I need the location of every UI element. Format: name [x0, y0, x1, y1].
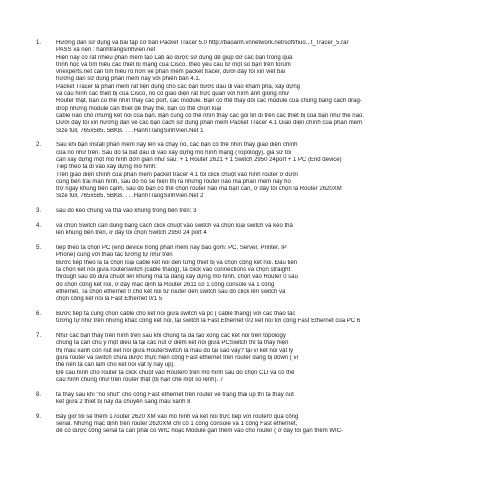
text-line: ethernet. Ta chọn ethernet 0 cho kết nối từ router đến switch sau đó click lên switch và [56, 288, 286, 295]
list-item-number: 4. [36, 223, 42, 230]
text-line: sau đó kéo chúng và thả vào khung trống bên trên: 3 [56, 208, 197, 215]
text-line: hướng dẫn sử dụng phần mềm này với phiên bản 4.1. [56, 76, 201, 83]
text-line: Bước tiếp theo là ta chọn loại cable kết nối đến từng thiết bị và chọn cổng kết nối. Đầu tiên [56, 259, 298, 266]
list-item-number: 1. [36, 40, 42, 46]
text-line: Phone) cũng với thao tác tương tự như trên [56, 252, 173, 259]
text-line: drop những module cần thiết để thay thế, bạn có thể chọn loại [56, 105, 222, 112]
text-line: thị màu xanh còn nút kết nối giữa RouterSwitch là màu đỏ tại sao vậy? tại vì kết nối vật lý [56, 347, 294, 354]
list-item [36, 208, 469, 215]
text-line: thế nên ta cần làm cho kết nối vật lý này up). [56, 362, 176, 369]
list-item-text [56, 311, 469, 326]
text-line: Size full, 765x585, 5BKB. . . .HanhTrangSinhVien.Net 2 [56, 193, 204, 200]
list-item-number: 6. [36, 311, 42, 317]
text-line: Size full, 765x585, 5BKB. . . .HanhTrangSinhVien.Net 1 [56, 127, 204, 134]
text-line: giữa router và switch chưa được thực hiện cổng Fast ethernet trên router đang bị down ( vì [56, 354, 299, 361]
text-line: Để cấu hình cho router ta click chuột vào Router0 trên mô hình sau đó chọn CLI và có thể [56, 369, 295, 376]
text-line: Bây giờ tôi sẽ thêm 1 router 2620 XM vào mô hình và kết nối trực tiếp với router0 qua cổng [56, 413, 299, 420]
text-line: cấu hình chúng như trên router thật (bị hạn chế một số lệnh). 7 [56, 376, 224, 383]
text-line: Packet Tracer là phần mềm rất tiện dụng cho các bạn bước đầu đi vào khám phá, xây dựng [56, 83, 301, 90]
list-item-text [56, 245, 469, 303]
text-line: Hiện nay có rất nhiều phần mềm tạo Lab ảo được sử dụng để giúp đỡ các bạn trong quá [56, 54, 293, 61]
text-line: kết giữa 2 thiết bị này đã chuyển sang màu xanh 8 [56, 398, 191, 405]
list-item [36, 245, 469, 303]
list-item-number: 2. [36, 142, 42, 149]
text-line: cần xây dựng một mô hình đơn giản như sau: + 1 Router 2621 + 1 Switch 2950 24port + 1 PC (End device) [56, 156, 342, 163]
text-line: Bước tiếp ta cũng chọn cable cho kết nối giữa switch và pc ( cable thẳng) với các thao tác [56, 311, 296, 317]
list-item-number: 8. [36, 391, 42, 398]
list-item-text [56, 333, 469, 384]
text-line: ta chọn kết nối giữa routerswitch (cable thẳng), ta click vào connections và chọn straight [56, 267, 291, 274]
text-line: để có được cổng serial ta cần phải có WIC hoặc Module gắn thêm vào cho router ( ở đây tôi gắn thêm WIC- [56, 428, 344, 435]
text-line: tương tự như trên nhưng khác cổng kết nối, tại switch là Fast Ethernet 0/2 kết nối tới cổng Fast Ethernet của PC 6 [56, 318, 361, 325]
text-line: chọn cổng kết nối là Fast Ethernet 0/1 5 [56, 296, 163, 303]
list-item-text [56, 223, 469, 238]
list-item [36, 311, 469, 326]
list-item-number: 3. [36, 208, 42, 215]
text-line: through sau đó đưa chuột lên khung mà ta đang xây dựng mô hình, chọn vào Router 0 sau [56, 274, 298, 281]
list-item-number: 9. [36, 413, 42, 420]
list-item [36, 333, 469, 384]
text-line: và chọn Switch cần dùng bằng cách click chuột vào switch và chọn loại switch và kéo thả [56, 223, 293, 230]
text-line: và cấu hình các thiết bị của Cisco, nó có giao diện rất trực quan với hình ảnh giống như [56, 91, 290, 98]
list-item-text [56, 208, 469, 215]
text-line: Hướng dẫn sử dụng và bài tập cơ bản Packet Tracer 5.0 http://baoanh.vnnetwork.net/soft/huo...t_Tracer_5.rar [56, 40, 349, 46]
list-item [36, 223, 469, 238]
text-line: của nó như trên. Sau đó ta bắt đầu đi vào xây dựng mô hình mạng (Topology), giả sử tôi [56, 149, 292, 156]
list-item [36, 414, 469, 436]
list-item [36, 392, 469, 407]
text-line: trợ ngay khung bên cạnh, sau đó bạn có thể chọn router nào mà bạn cần, ở đây tôi chọn là Router 2620XM [56, 186, 342, 193]
text-line: Như các bạn thấy trên hình trên sau khi chúng ta đã tạo xong các kết nối trên topology [56, 333, 286, 340]
text-line: PASS xả nén : hanhtrangsinhvien.net [56, 47, 156, 54]
list-item-text [56, 414, 469, 436]
text-line: Sau khi bạn install phần mềm này lên và chạy nó, các bạn có thể nhìn thấy giao diện chính [56, 142, 298, 149]
text-line: serial. Nhưng mặc định trên router 2620XM chỉ có 1 cổng console và 1 cổng Fast ethernet, [56, 421, 298, 428]
text-line: Dưới đây tôi xin hướng dẫn về các bạn cách sử dụng phần mềm Packet Tracer 4.1 Giao diện chính của phần mềm [56, 120, 363, 127]
text-line: Tiếp theo ta đi vào xây dựng mô hình: [56, 164, 157, 171]
list-item [36, 40, 469, 135]
text-line: cùng bên trái màn hình, sau đó nó sẽ hiện thị ra những router nào mà phần mềm này hỗ [56, 178, 291, 185]
list-item-text [56, 142, 469, 200]
text-line: Router thật, bạn có thể nhìn thấy các port, các module. Bạn có thể thay đổi các module của chúng bằng cách drag- [56, 98, 362, 105]
text-line: vnexperts.net cần tìm hiểu rõ hơn về phần mềm packet tracer, dưới đây tôi xin viết bài [56, 69, 285, 76]
list-item-text [56, 392, 469, 407]
list-item [36, 142, 469, 200]
list-item-number: 7. [36, 333, 42, 340]
text-line: ta thấy sau khi "no shut" cho cổng Fast ethernet trên router về trạng thái up thì ta thấy nút [56, 391, 294, 398]
text-line: lên khung bên trên, ở đây tôi chọn Switch 2950 24 port 4 [56, 230, 207, 237]
text-line: trình học và tìm hiểu các thiết bị mạng của Cisco. theo yêu cầu từ một số bạn trên forum [56, 61, 291, 68]
text-line: Trên giao diện chính của phần mềm packet tracer 4.1 tôi click chuột vào hình router ở dưới [56, 171, 298, 178]
numbered-list [36, 40, 469, 436]
list-item-text [56, 40, 469, 135]
list-item-number: 5. [36, 245, 42, 252]
text-line: cable nào cho những kết nối của bạn. Bạn cũng có thể nhìn thấy các gói tin đi trên các thiết bị của bạn như thế nào. [56, 112, 364, 119]
text-line: đó chọn cổng kết nối, ở đây mặc định là Router 2611 có 1 cổng console và 1 cổng [56, 281, 275, 288]
text-line: chúng ta cần chú ý một điều là tại các nút ở điểm kết nối giữa PCSwitch thì ta thấy hiện [56, 340, 289, 347]
text-line: tiếp theo ta chọn PC (end device trong phần mềm này bao gồm: PC, Server, Printer, IP [56, 245, 287, 252]
